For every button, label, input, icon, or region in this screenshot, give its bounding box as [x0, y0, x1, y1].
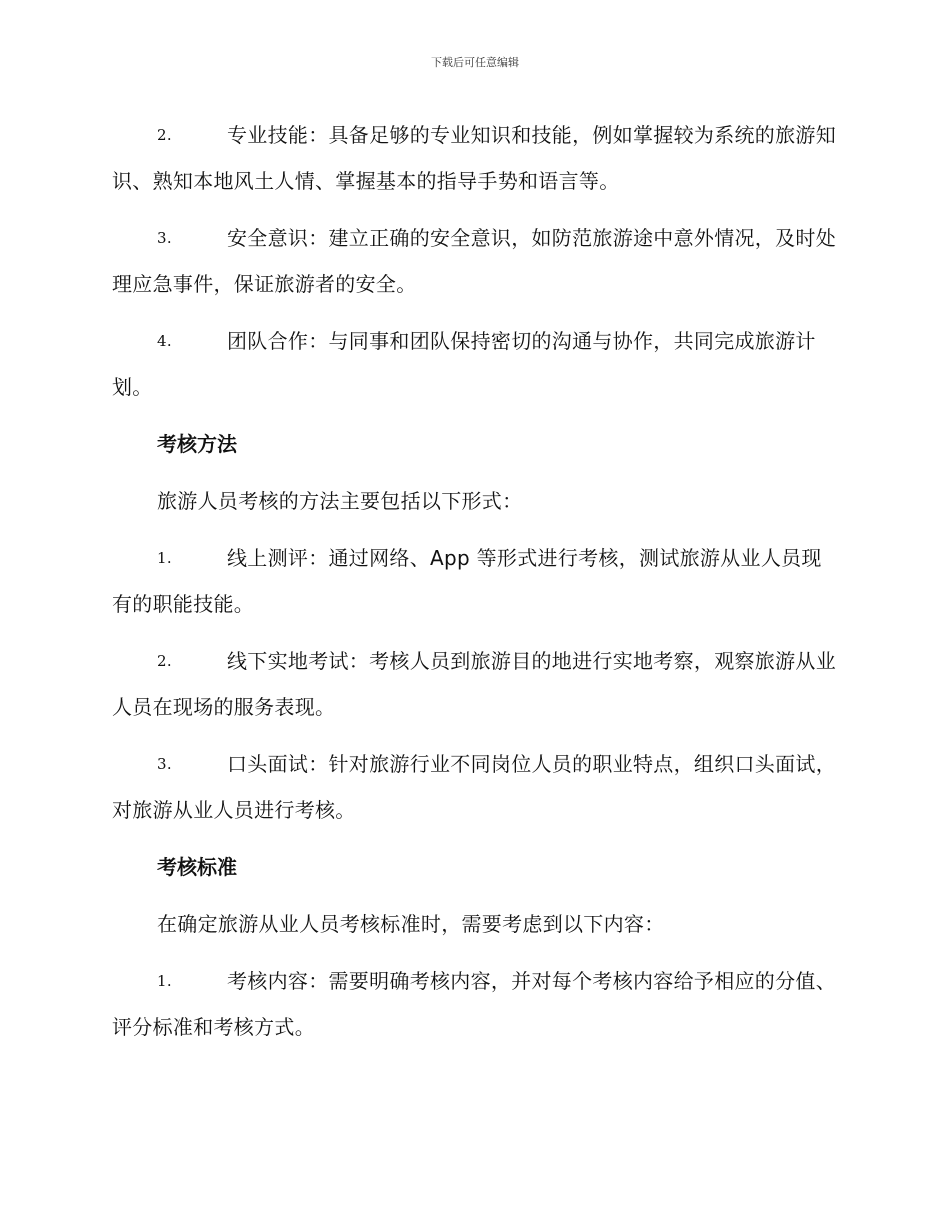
list-item [112, 215, 837, 307]
list-text: 考核内容：需要明确考核内容，并对每个考核内容给予相应的分值、评分标准和考核方式。 [112, 969, 836, 1039]
list-text: 安全意识：建立正确的安全意识，如防范旅游途中意外情况，及时处理应急事件，保证旅游者的安全。 [112, 226, 836, 296]
list-number: 1. [157, 972, 172, 990]
section-intro: 旅游人员考核的方法主要包括以下形式： [157, 489, 523, 513]
list-text: 口头面试：针对旅游行业不同岗位人员的职业特点，组织口头面试，对旅游从业人员进行考核。 [112, 752, 836, 822]
list-number: 1. [157, 549, 172, 567]
page-header: 下载后可任意编辑 [431, 56, 519, 69]
list-item [112, 741, 837, 833]
list-text: 线上测评：通过网络、App 等形式进行考核，测试旅游从业人员现有的职能技能。 [112, 546, 822, 616]
section-heading-standards: 考核标准 [157, 855, 237, 879]
list-item [112, 638, 837, 730]
document-body [112, 112, 837, 1061]
list-number: 3. [157, 755, 172, 773]
list-number: 3. [157, 229, 172, 247]
list-item [112, 112, 837, 204]
section-heading-methods: 考核方法 [157, 432, 237, 456]
list-text: 线下实地考试：考核人员到旅游目的地进行实地考察，观察旅游从业人员在现场的服务表现。 [112, 649, 836, 719]
list-number: 4. [157, 332, 172, 350]
list-item [112, 958, 837, 1050]
section-intro: 在确定旅游从业人员考核标准时，需要考虑到以下内容： [157, 912, 665, 936]
list-number: 2. [157, 126, 172, 144]
list-text: 专业技能：具备足够的专业知识和技能，例如掌握较为系统的旅游知识、熟知本地风土人情、掌握基本的指导手势和语言等。 [112, 123, 836, 193]
list-number: 2. [157, 652, 172, 670]
list-item [112, 318, 837, 410]
list-item [112, 535, 837, 627]
list-text: 团队合作：与同事和团队保持密切的沟通与协作，共同完成旅游计划。 [112, 329, 816, 399]
